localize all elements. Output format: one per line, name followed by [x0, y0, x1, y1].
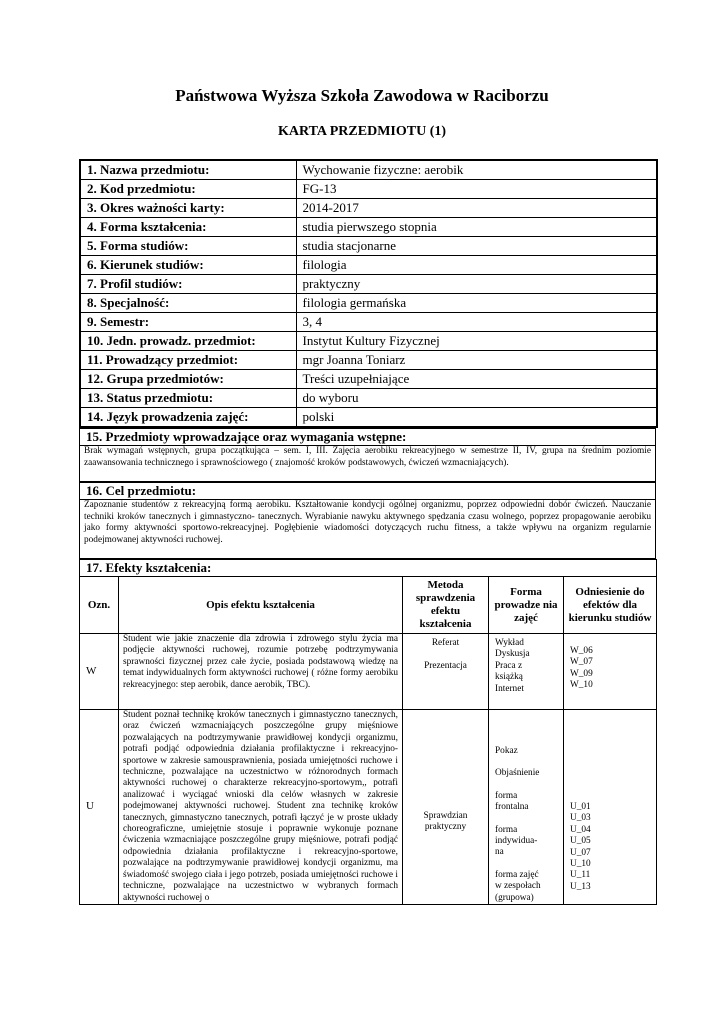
- col-opis: Opis efektu kształcenia: [119, 577, 403, 634]
- field-label: 7. Profil studiów:: [80, 275, 296, 294]
- field-value: Wychowanie fizyczne: aerobik: [296, 160, 657, 180]
- field-label: 3. Okres ważności karty:: [80, 199, 296, 218]
- field-label: 12. Grupa przedmiotów:: [80, 370, 296, 389]
- field-value: filologia germańska: [296, 294, 657, 313]
- field-label: 2. Kod przedmiotu:: [80, 180, 296, 199]
- field-value: studia stacjonarne: [296, 237, 657, 256]
- section-16-text: Zapoznanie studentów z rekreacyjną formą aerobiku. Kształtowanie kondycji ogólnej organizmu, poprzez odpowiedni dobór ćwiczeń. Nauczanie techniki kroków tanecznych i gimnastyczno- tanecznych. Wyrabianie nawyku aktywnego spędzania czasu wolnego, poprzez propagowanie aerobiku jako formy aktywności sportowo-rekreacyjnej. Pogłębienie wiadomości dotyczących ruchu fitness, a także wpływu na organizm regularnie podejmowanej aktywności ruchowej.: [80, 500, 656, 559]
- card-title: KARTA PRZEDMIOTU (1): [277, 124, 447, 139]
- effect-form: [489, 710, 564, 905]
- form-item: forma: [495, 824, 518, 835]
- field-row: [80, 389, 657, 408]
- form-item: Wykład: [495, 638, 524, 648]
- field-value: Instytut Kultury Fizycznej: [296, 332, 657, 351]
- field-value: Treści uzupełniające: [296, 370, 657, 389]
- field-row: [80, 408, 657, 428]
- form-item: forma zajęć: [495, 869, 539, 880]
- basic-info-table: [79, 159, 658, 428]
- section-15: [79, 428, 656, 482]
- field-row: [80, 180, 657, 199]
- field-label: 14. Język prowadzenia zajęć:: [80, 408, 296, 428]
- section-16-heading: 16. Cel przedmiotu:: [80, 483, 656, 500]
- form-item: w zespołach: [495, 881, 541, 892]
- form-item: (grupowa): [495, 892, 534, 903]
- course-card: [79, 159, 656, 905]
- reference-item: U_01: [570, 802, 591, 812]
- field-label: 13. Status przedmiotu:: [80, 389, 296, 408]
- reference-item: W_09: [570, 668, 593, 679]
- form-item: Praca z: [495, 660, 523, 671]
- field-value: mgr Joanna Toniarz: [296, 351, 657, 370]
- field-label: 11. Prowadzący przedmiot:: [80, 351, 296, 370]
- reference-item: U_05: [570, 836, 591, 847]
- section-15-text: Brak wymagań wstępnych, grupa początkująca – sem. I, III. Zajęcia aerobiku rekreacyjnego w semestrze II, IV, grupa na średnim poziomie zaawansowania technicznego i sprawnościowego ( znajomość kroków podstawowych, ćwiczeń wzmacniających).: [80, 446, 656, 482]
- field-row: [80, 294, 657, 313]
- form-item: Internet: [495, 683, 524, 694]
- effect-ozn: U: [80, 710, 119, 905]
- reference-item: W_10: [570, 680, 593, 691]
- field-label: 1. Nazwa przedmiotu:: [80, 160, 296, 180]
- reference-item: W_06: [570, 646, 593, 656]
- field-label: 8. Specjalność:: [80, 294, 296, 313]
- method-item: praktyczny: [424, 822, 467, 833]
- method-item: Sprawdzian: [423, 810, 468, 821]
- col-ozn: Ozn.: [80, 577, 119, 634]
- section-17-heading: 17. Efekty kształcenia:: [80, 560, 657, 577]
- field-value: FG-13: [296, 180, 657, 199]
- method-item: Referat: [431, 638, 460, 648]
- field-value: do wyboru: [296, 389, 657, 408]
- effect-row-u: [80, 710, 657, 905]
- reference-item: U_07: [570, 847, 591, 858]
- reference-item: U_13: [570, 881, 591, 892]
- effect-method: [403, 634, 489, 710]
- field-value: studia pierwszego stopnia: [296, 218, 657, 237]
- field-row: [80, 256, 657, 275]
- reference-item: U_03: [570, 813, 591, 824]
- field-value: praktyczny: [296, 275, 657, 294]
- field-row: [80, 237, 657, 256]
- form-item: indywidua-: [495, 836, 538, 847]
- field-row: [80, 199, 657, 218]
- field-value: filologia: [296, 256, 657, 275]
- field-row: [80, 332, 657, 351]
- form-item: [495, 814, 557, 825]
- col-forma: Forma prowadze nia zajęć: [489, 577, 564, 634]
- effect-form: [489, 634, 564, 710]
- form-item: [495, 757, 557, 768]
- form-item: na: [495, 847, 504, 858]
- effect-ozn: W: [80, 634, 119, 710]
- field-row: [80, 351, 657, 370]
- effect-row-w: [80, 634, 657, 710]
- field-label: 4. Forma kształcenia:: [80, 218, 296, 237]
- reference-item: U_10: [570, 859, 591, 870]
- effect-method: [403, 710, 489, 905]
- field-label: 9. Semestr:: [80, 313, 296, 332]
- field-row: [80, 370, 657, 389]
- form-item: Pokaz: [495, 746, 518, 756]
- form-item: [495, 780, 557, 791]
- col-odniesienie: Odniesienie do efektów dla kierunku studiów: [564, 577, 657, 634]
- effect-reference: [564, 710, 657, 905]
- form-item: Dyskusja: [495, 649, 530, 660]
- method-item: Prezentacja: [424, 661, 467, 672]
- form-item: książką: [495, 672, 523, 683]
- university-title: Państwowa Wyższa Szkoła Zawodowa w Raciborzu: [175, 86, 549, 105]
- effect-reference: [564, 634, 657, 710]
- form-item: Objaśnienie: [495, 768, 540, 779]
- field-label: 10. Jedn. prowadz. przedmiot:: [80, 332, 296, 351]
- effect-description: Student wie jakie znaczenie dla zdrowia i zdrowego stylu życia ma podjęcie aktywności ruchowej, rozumie potrzebę podtrzymywania sprawności fizycznej przez całe życie, posiada podstawową wiedzę na temat indywidualnych form aktywności ruchowej ( różne formy aerobiku rekreacyjnego: step aerobik, dance aerobik, TBC).: [119, 634, 403, 710]
- field-label: 6. Kierunek studiów:: [80, 256, 296, 275]
- section-15-heading: 15. Przedmioty wprowadzające oraz wymagania wstępne:: [80, 429, 656, 446]
- form-item: frontalna: [495, 802, 529, 813]
- col-metoda: Metoda sprawdzenia efektu kształcenia: [403, 577, 489, 634]
- reference-item: U_04: [570, 824, 591, 835]
- field-row: [80, 160, 657, 180]
- section-17: [79, 559, 657, 905]
- field-label: 5. Forma studiów:: [80, 237, 296, 256]
- form-item: [495, 859, 557, 870]
- field-row: [80, 313, 657, 332]
- section-16: [79, 482, 656, 559]
- field-value: 2014-2017: [296, 199, 657, 218]
- field-row: [80, 218, 657, 237]
- reference-item: U_11: [570, 870, 591, 881]
- form-item: forma: [495, 790, 518, 801]
- field-row: [80, 275, 657, 294]
- reference-item: W_07: [570, 657, 593, 668]
- effect-description: Student poznał technikę kroków tanecznych i gimnastyczno tanecznych, oraz ćwiczeń wzmacniających poszczególne grupy mięśniowe pozwalających na podtrzymywanie prawidłowej kondycji organizmu, potrafi podjąć odpowiednia działania profilaktyczne i rekreacyjno-sportowe w zakresie samousprawnienia, posiada umiejętności ruchowe i techniczne, pozwalające na uczestnictwo w różnorodnych formach aktywności ruchowej o charakterze rekreacyjno-sportowym,, potrafi analizować i wyciągać wnioski dla celów własnych w zakresie podejmowanej aktywności ruchowej. Student zna technikę kroków tanecznych, gimnastyczno tanecznych, potrafi łączyć je w proste układy choreograficzne, umiejętnie stosuje i poprawnie wykonuje poznane ćwiczenia wzmacniające poszczególne grupy mięśniowe, potrafi podjąć odpowiednia działania profilaktyczne i rekreacyjno-sportowe, pozwalające na podtrzymywanie prawidłowej kondycji organizmu, ma świadomość swojego ciała i jego potrzeb, posiada umiejętności ruchowe i techniczne, pozwalające na uczestnictwo w wybranych formach aktywności ruchowej o: [119, 710, 403, 905]
- field-value: 3, 4: [296, 313, 657, 332]
- field-value: polski: [296, 408, 657, 428]
